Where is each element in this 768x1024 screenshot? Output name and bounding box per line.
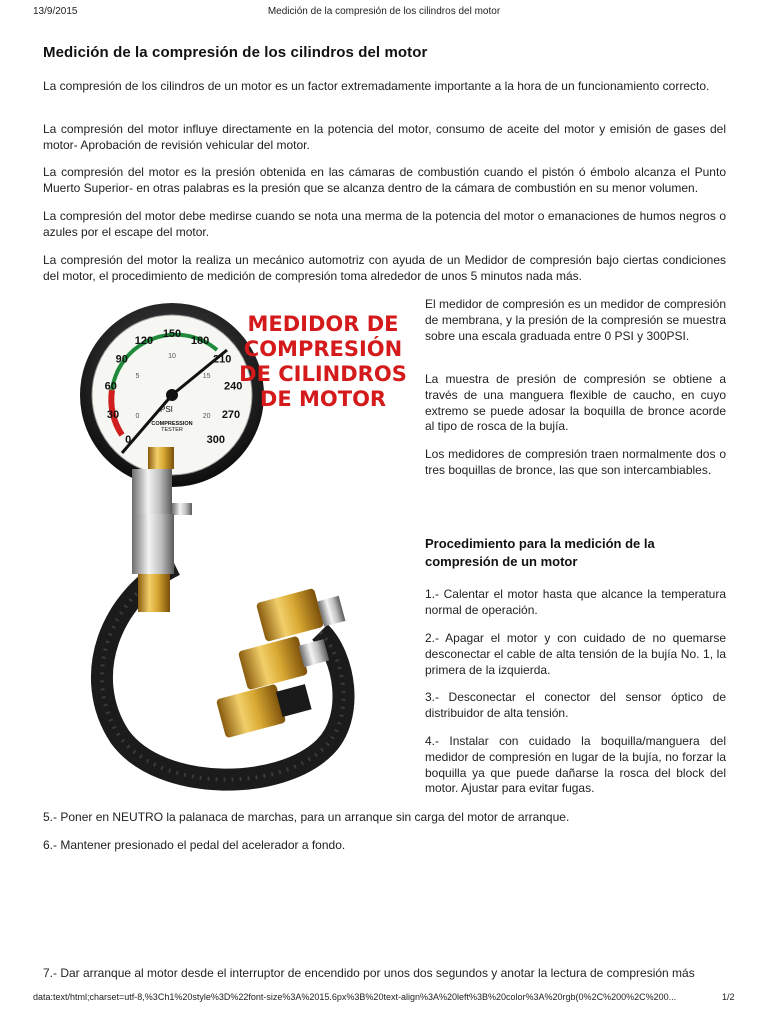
release-valve (172, 503, 192, 515)
gauge-inner-scale-number: 10 (168, 353, 176, 360)
valve-body (132, 469, 172, 514)
gauge-scale-number: 120 (134, 334, 154, 347)
paragraph-adapters-description: Los medidores de compresión traen normalmente dos o tres boquillas de bronce, las que son intercambiables. (425, 447, 726, 477)
gauge-scale-number: 0 (125, 433, 132, 446)
paragraph-intro: La compresión de los cilindros de un motor es un factor extremadamente importante a la hora de un funcionamiento correcto. (43, 79, 710, 93)
procedure-step-3: 3.- Desconectar el conector del sensor óptico de distribuidor de alta tensión. (425, 690, 726, 720)
image-label-line: MEDIDOR DE (247, 312, 399, 336)
gauge-inner-scale-number: 20 (202, 413, 211, 420)
image-label-line: DE MOTOR (259, 387, 387, 411)
gauge-scale-number: 150 (162, 328, 182, 340)
print-footer-url: data:text/html;charset=utf-8,%3Ch1%20style%3D%22font-size%3A%2015.6px%3B%20text-align%3A%20left%3B%20color%3A%20rgb(0%2C%200%2C%200... (33, 992, 677, 1002)
gauge-unit-label: PSI (160, 405, 173, 414)
image-caption-label (233, 312, 413, 412)
paragraph-hose-description: La muestra de presión de compresión se obtiene a través de una manguera flexible de caucho, en cuyo extremo se puede adosar la boquilla de bronce acorde al tipo de rosca de la bujía. (425, 372, 726, 434)
procedure-step-2: 2.- Apagar el motor y con cuidado de no quemarse desconectar el cable de alta tensión de la bujía No. 1, la primera de la izquierda. (425, 631, 726, 677)
paragraph-definition: La compresión del motor es la presión obtenida en las cámaras de combustión cuando el pistón ó émbolo alcanza el Punto Muerto Superior- en otras palabras es la presión que se alcanza dentro de la cámara de combustión en su menor volumen. (43, 165, 726, 195)
image-label-line: DE CILINDROS (239, 362, 407, 386)
gauge-scale-number: 180 (190, 334, 210, 347)
procedure-step-6: 6.- Mantener presionado el pedal del acelerador a fondo. (43, 838, 346, 852)
print-page-number: 1/2 (722, 992, 735, 1002)
adapter-2 (238, 636, 329, 691)
procedure-step-5: 5.- Poner en NEUTRO la palanaca de marchas, para un arranque sin carga del motor de arranque. (43, 810, 570, 824)
hose-end-fitting (138, 574, 170, 612)
quick-coupler (132, 514, 174, 574)
gauge-brand-line2: TESTER (161, 427, 183, 433)
gauge-scale-number: 270 (221, 409, 241, 422)
gauge-scale-number: 60 (104, 380, 117, 393)
gauge-scale-number: 30 (106, 409, 120, 422)
gauge-stem-brass (148, 447, 174, 469)
gauge-scale-number: 210 (213, 353, 232, 366)
paragraph-who: La compresión del motor la realiza un mecánico automotriz con ayuda de un Medidor de compresión bajo ciertas condiciones del motor, el procedimiento de medición de compresión toma alrededor de unos 5 minutos nada más. (43, 253, 726, 283)
paragraph-meter-description: El medidor de compresión es un medidor de compresión de membrana, y la presión de la compresión se muestra sobre una escala graduada entre 0 PSI y 300PSI. (425, 297, 726, 343)
article-title: Medición de la compresión de los cilindros del motor (43, 44, 428, 61)
gauge-scale-number: 90 (115, 353, 128, 366)
procedure-step-4: 4.- Instalar con cuidado la boquilla/manguera del medidor de compresión en lugar de la bujía, no forzar la boquilla ya que puede dañarse la rosca del block del motor. Ajustar para evitar fugas. (425, 734, 726, 796)
paragraph-when: La compresión del motor debe medirse cuando se nota una merma de la potencia del motor o emanaciones de humos negros o azules por el escape del motor. (43, 209, 726, 239)
procedure-step-1: 1.- Calentar el motor hasta que alcance la temperatura normal de operación. (425, 587, 726, 617)
gauge-inner-scale-number: 15 (202, 373, 211, 380)
gauge-brand-line1: COMPRESSION (151, 421, 193, 427)
gauge-inner-scale-number: 5 (135, 373, 140, 380)
print-header-title: Medición de la compresión de los cilindros del motor (267, 6, 501, 17)
image-label-line: COMPRESIÓN (243, 337, 403, 361)
gauge-scale-number: 240 (224, 380, 243, 393)
procedure-step-7: 7.- Dar arranque al motor desde el interruptor de encendido por unos dos segundos y anotar la lectura de compresión más (43, 966, 695, 980)
gauge-inner-scale-number: 0 (135, 413, 140, 420)
print-date: 13/9/2015 (33, 6, 78, 17)
paragraph-influence: La compresión del motor influye directamente en la potencia del motor, consumo de aceite del motor y emisión de gases del motor- Aprobación de revisión vehicular del motor. (43, 122, 726, 152)
procedure-heading: Procedimiento para la medición de la compresión de un motor (425, 536, 655, 569)
gauge-scale-number: 300 (206, 433, 225, 446)
adapter-3 (216, 684, 312, 739)
